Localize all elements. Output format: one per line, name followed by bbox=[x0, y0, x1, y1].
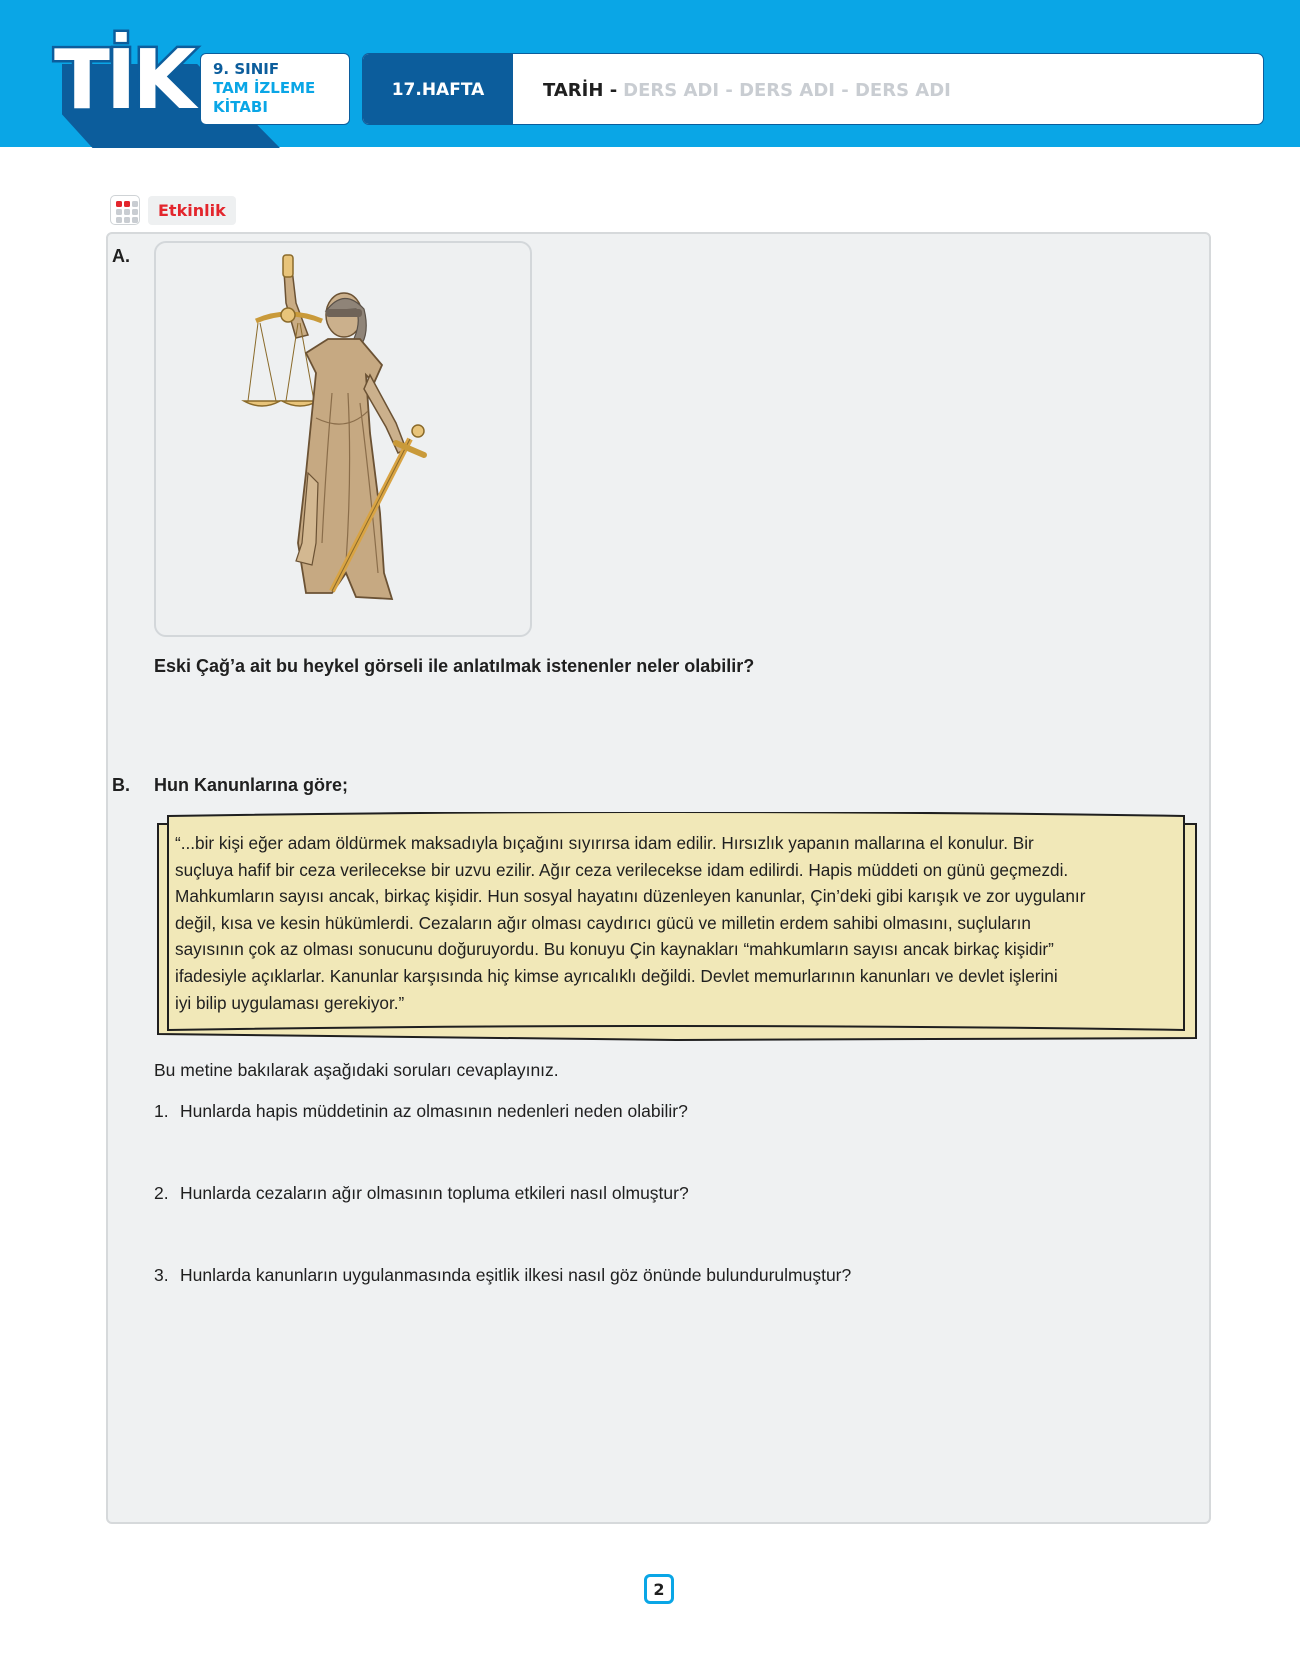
subject-title: TARİH - bbox=[543, 79, 618, 101]
quote-line: suçluya hafif bir ceza verilecekse bir uzvu ezilir. Ağır ceza verilecekse idam edilirdi. Hapis müddeti on günü geçmezdi. bbox=[175, 859, 1069, 880]
section-a-letter: A. bbox=[112, 246, 130, 266]
question-text: Hunlarda kanunların uygulanmasında eşitlik ilkesi nasıl göz önünde bulundurulmuştur? bbox=[180, 1265, 852, 1285]
questions-intro: Bu metine bakılarak aşağıdaki soruları cevaplayınız. bbox=[154, 1060, 559, 1080]
quote-line: iyi bilip uygulaması gerekiyor.” bbox=[175, 992, 405, 1013]
quote-line: Mahkumların sayısı ancak, birkaç kişidir. Hun sosyal hayatını düzenleyen kanunlar, Çin’deki gibi karışık ve zor uygulanır bbox=[175, 886, 1086, 907]
grade-label: 9. SINIF bbox=[213, 60, 280, 78]
page-number: 2 bbox=[644, 1574, 674, 1604]
book-title-line2: KİTABI bbox=[213, 98, 268, 116]
question-item bbox=[154, 1265, 851, 1286]
subject-placeholders: DERS ADI - DERS ADI - DERS ADI bbox=[623, 79, 951, 101]
section-b-letter: B. bbox=[112, 775, 130, 795]
statue-image-card bbox=[154, 241, 532, 637]
activity-label: Etkinlik bbox=[148, 196, 236, 225]
section-a-question: Eski Çağ’a ait bu heykel görseli ile anlatılmak istenenler neler olabilir? bbox=[154, 656, 755, 676]
quote-line: sayısının çok az olması sonucunu doğuruyordu. Bu konuyu Çin kaynakları “mahkumların sayısı ancak birkaç kişidir” bbox=[175, 939, 1054, 960]
week-label: 17.HAFTA bbox=[363, 54, 513, 125]
question-number: 1. bbox=[154, 1101, 169, 1121]
section-b-heading: Hun Kanunlarına göre; bbox=[154, 775, 349, 795]
question-number: 2. bbox=[154, 1183, 169, 1203]
quote-line: ifadesiyle açıklarlar. Kanunlar karşısında hiç kimse ayrıcalıklı değildi. Devlet memurlarının kanunları ve devlet işlerini bbox=[175, 965, 1058, 986]
question-text: Hunlarda cezaların ağır olmasının topluma etkileri nasıl olmuştur? bbox=[180, 1183, 689, 1203]
activity-tag bbox=[110, 195, 236, 225]
question-number: 3. bbox=[154, 1265, 169, 1285]
question-text: Hunlarda hapis müddetinin az olmasının nedenleri neden olabilir? bbox=[180, 1101, 688, 1121]
question-item bbox=[154, 1183, 689, 1204]
question-item bbox=[154, 1101, 688, 1122]
quote-line: değil, kısa ve kesin hükümlerdi. Cezaların ağır olması caydırıcı gücü ve milletin erdem sahibi olmasını, suçluların bbox=[175, 912, 1031, 933]
grid-dots-icon bbox=[110, 195, 140, 225]
grade-card bbox=[200, 53, 350, 125]
week-card bbox=[362, 53, 1264, 125]
hun-law-quote bbox=[175, 830, 1185, 1016]
subject-line bbox=[543, 54, 951, 125]
lady-justice-statue-image bbox=[156, 243, 530, 635]
book-title-line1: TAM İZLEME bbox=[213, 79, 316, 97]
quote-line: “...bir kişi eğer adam öldürmek maksadıyla bıçağını sıyırırsa idam edilir. Hırsızlık yapanın mallarına el konulur. Bir bbox=[175, 833, 1034, 853]
tik-logo: TİK bbox=[54, 33, 192, 128]
